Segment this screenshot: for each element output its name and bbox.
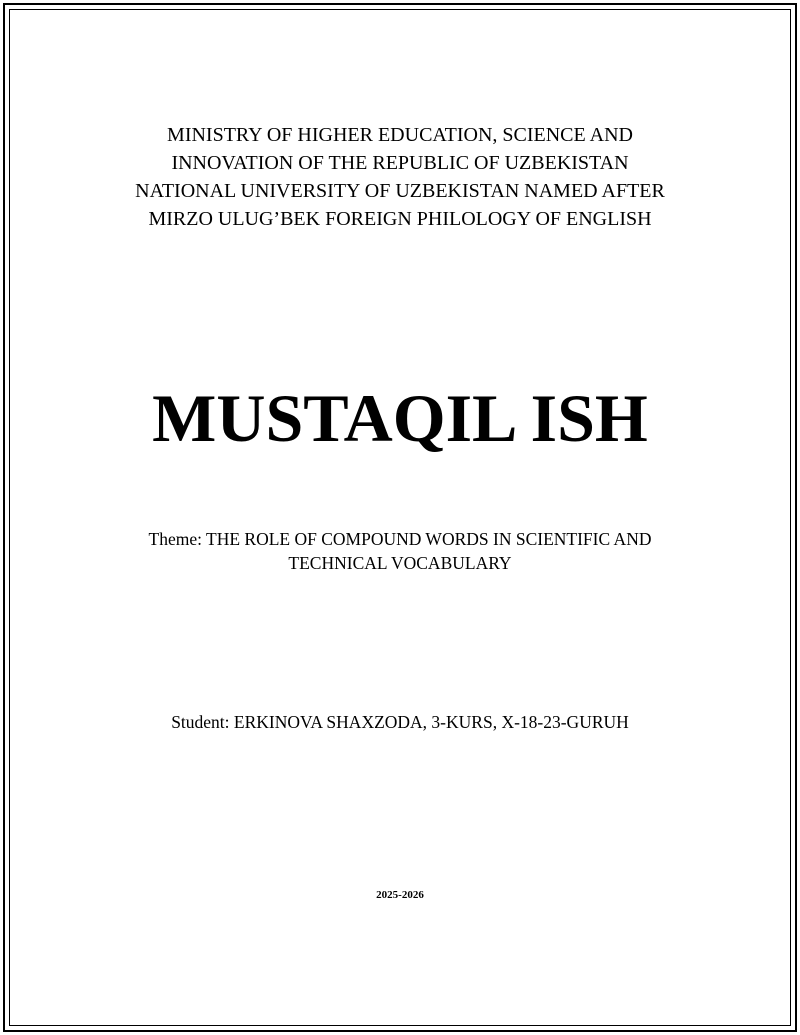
institution-header-line: MIRZO ULUG’BEK FOREIGN PHILOLOGY OF ENGLISH: [148, 208, 652, 230]
theme-block: [0, 527, 800, 575]
document-title: MUSTAQIL ISH: [152, 380, 648, 456]
institution-header-line: MINISTRY OF HIGHER EDUCATION, SCIENCE AND: [167, 124, 633, 146]
student-info: Student: ERKINOVA SHAXZODA, 3-KURS, X-18-23-GURUH: [171, 712, 629, 732]
institution-header-line: INNOVATION OF THE REPUBLIC OF UZBEKISTAN: [171, 152, 629, 174]
academic-year: 2025-2026: [376, 889, 424, 901]
theme-line: Theme: THE ROLE OF COMPOUND WORDS IN SCIENTIFIC AND: [148, 529, 652, 549]
institution-header: [0, 121, 800, 233]
theme-line: TECHNICAL VOCABULARY: [288, 553, 512, 573]
institution-header-line: NATIONAL UNIVERSITY OF UZBEKISTAN NAMED AFTER: [135, 180, 665, 202]
